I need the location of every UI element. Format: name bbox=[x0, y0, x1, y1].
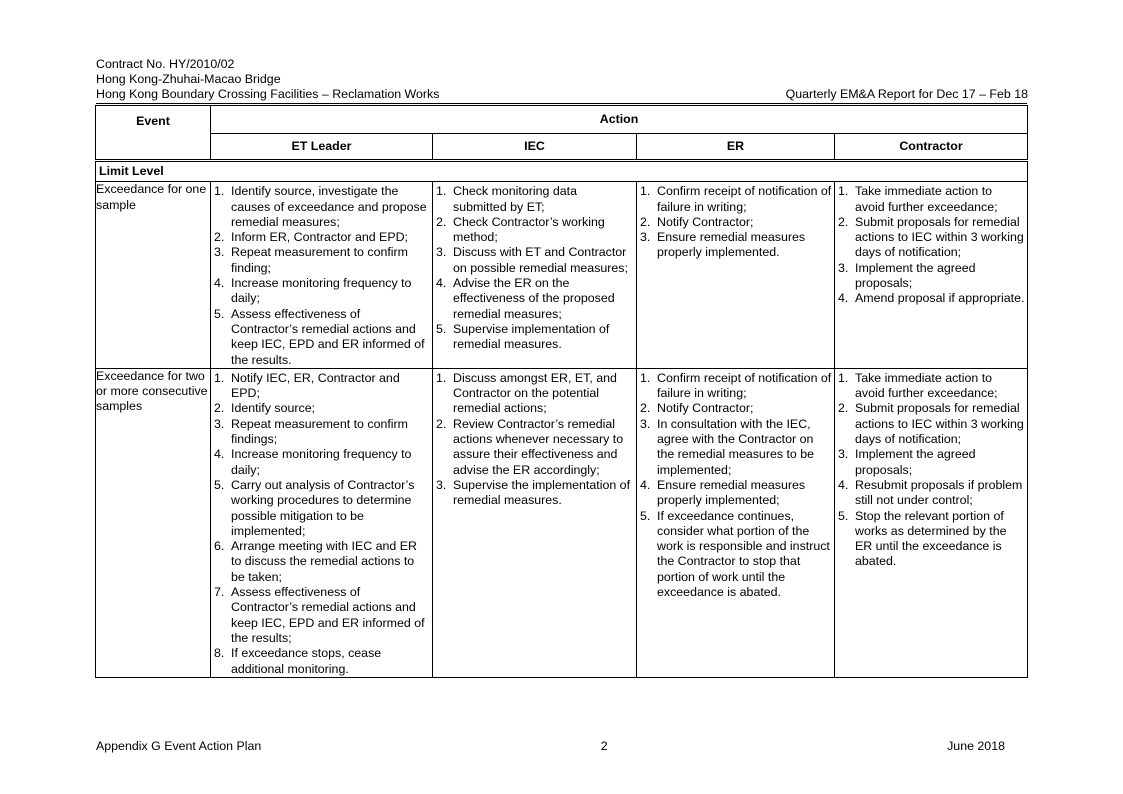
item-number: 2. bbox=[838, 401, 849, 416]
list-item bbox=[640, 401, 832, 416]
item-text: Notify Contractor; bbox=[657, 214, 754, 229]
action-list bbox=[637, 182, 834, 260]
project-name: Hong Kong-Zhuhai-Macao Bridge bbox=[96, 72, 281, 87]
item-number: 2. bbox=[640, 214, 651, 229]
item-number: 1. bbox=[214, 370, 225, 385]
item-text: Ensure remedial measures properly implemented. bbox=[657, 230, 806, 260]
item-text: Discuss with ET and Contractor on possible remedial measures; bbox=[453, 245, 628, 275]
event-cell: Exceedance for two or more consecutive samples bbox=[96, 368, 211, 677]
item-text: Carry out analysis of Contractor’s working procedures to determine possible mitigation to be implemented; bbox=[231, 477, 415, 538]
list-item bbox=[436, 245, 634, 276]
item-text: Supervise implementation of remedial measures. bbox=[453, 321, 610, 352]
item-text: In consultation with the IEC, agree with the Contractor on the remedial measures to be implemented; bbox=[657, 416, 815, 477]
item-number: 3. bbox=[838, 260, 849, 275]
list-item bbox=[838, 478, 1025, 509]
item-text: Advise the ER on the effectiveness of the proposed remedial measures; bbox=[453, 276, 615, 321]
action-cell-er bbox=[637, 182, 835, 369]
list-item bbox=[838, 215, 1025, 261]
action-list bbox=[211, 369, 432, 677]
list-item bbox=[640, 509, 832, 601]
list-item bbox=[214, 417, 430, 448]
action-cell-contractor bbox=[835, 182, 1028, 369]
item-number: 8. bbox=[214, 646, 225, 661]
action-list bbox=[637, 369, 834, 600]
list-item bbox=[436, 478, 634, 509]
item-text: If exceedance continues, consider what portion of the work is responsible and instruct the Contractor to stop that portion of work until the exceedance is abated. bbox=[657, 508, 830, 600]
item-text: Amend proposal if appropriate. bbox=[855, 291, 1025, 306]
header-row bbox=[96, 87, 1028, 102]
item-text: Inform ER, Contractor and EPD; bbox=[231, 230, 408, 245]
action-column-header: Action bbox=[211, 106, 1028, 134]
item-number: 4. bbox=[214, 276, 225, 291]
item-number: 4. bbox=[838, 291, 849, 306]
item-text: Implement the agreed proposals; bbox=[855, 260, 976, 291]
item-text: Check monitoring data submitted by ET; bbox=[453, 184, 577, 214]
section-label: Limit Level bbox=[96, 161, 1028, 182]
item-text: Review Contractor’s remedial actions whenever necessary to assure their effectiveness and advise the ER accordingly; bbox=[453, 416, 624, 477]
action-cell-er bbox=[637, 368, 835, 677]
item-text: Ensure remedial measures properly implemented; bbox=[657, 477, 806, 508]
item-text: Repeat measurement to confirm findings; bbox=[231, 416, 408, 447]
item-text: If exceedance stops, cease additional monitoring. bbox=[231, 646, 382, 676]
item-text: Implement the agreed proposals; bbox=[855, 447, 976, 477]
item-number: 5. bbox=[214, 306, 225, 321]
event-cell: Exceedance for one sample bbox=[96, 182, 211, 369]
item-number: 2. bbox=[214, 401, 225, 416]
list-item bbox=[214, 307, 430, 368]
item-text: Assess effectiveness of Contractor’s remedial actions and keep IEC, EPD and ER informed of the results; bbox=[231, 585, 425, 645]
item-text: Confirm receipt of notification of failure in writing; bbox=[657, 184, 832, 214]
table-row bbox=[96, 368, 1028, 677]
list-item bbox=[214, 585, 430, 646]
event-column-header: Event bbox=[96, 106, 211, 161]
action-list bbox=[835, 369, 1027, 570]
item-number: 1. bbox=[436, 184, 447, 199]
item-text: Notify Contractor; bbox=[657, 401, 754, 416]
item-number: 2. bbox=[214, 230, 225, 245]
item-text: Increase monitoring frequency to daily; bbox=[231, 447, 412, 477]
item-text: Resubmit proposals if problem still not under control; bbox=[855, 477, 1023, 508]
list-item bbox=[838, 371, 1025, 402]
list-item bbox=[214, 245, 430, 276]
item-number: 1. bbox=[214, 184, 225, 199]
list-item bbox=[640, 215, 832, 230]
report-title: Quarterly EM&A Report for Dec 17 – Feb 18 bbox=[785, 87, 1028, 102]
page-number: 2 bbox=[600, 739, 608, 753]
list-item bbox=[640, 417, 832, 478]
item-number: 3. bbox=[640, 230, 651, 245]
list-item bbox=[640, 478, 832, 509]
item-number: 2. bbox=[436, 416, 447, 431]
list-item bbox=[640, 184, 832, 215]
list-item bbox=[640, 371, 832, 402]
item-text: Discuss amongst ER, ET, and Contractor on the potential remedial actions; bbox=[453, 370, 617, 416]
list-item bbox=[838, 184, 1025, 215]
list-item bbox=[436, 276, 634, 322]
action-cell-et-leader bbox=[211, 368, 433, 677]
column-header-er: ER bbox=[637, 134, 835, 161]
contract-number: Contract No. HY/2010/02 bbox=[96, 57, 235, 71]
item-text: Arrange meeting with IEC and ER to discuss the remedial actions to be taken; bbox=[231, 539, 417, 584]
action-list bbox=[835, 182, 1027, 306]
footer-date: June 2018 bbox=[947, 739, 1005, 753]
action-cell-iec bbox=[433, 368, 637, 677]
item-text: Identify source; bbox=[231, 401, 316, 416]
item-text: Assess effectiveness of Contractor’s remedial actions and keep IEC, EPD and ER informed of the results. bbox=[231, 306, 425, 367]
table-row bbox=[96, 182, 1028, 369]
page-header bbox=[96, 57, 1028, 103]
item-text: Submit proposals for remedial actions to IEC within 3 working days of notification; bbox=[855, 401, 1024, 447]
action-list bbox=[433, 369, 636, 509]
item-number: 3. bbox=[436, 245, 447, 260]
item-number: 1. bbox=[640, 184, 651, 199]
list-item bbox=[214, 401, 430, 416]
item-number: 1. bbox=[838, 184, 849, 199]
list-item bbox=[838, 509, 1025, 570]
item-text: Repeat measurement to confirm finding; bbox=[231, 245, 408, 275]
item-number: 4. bbox=[838, 477, 849, 492]
column-header-iec: IEC bbox=[433, 134, 637, 161]
list-item bbox=[838, 261, 1025, 292]
item-number: 1. bbox=[436, 370, 447, 385]
list-item bbox=[214, 276, 430, 307]
list-item bbox=[436, 371, 634, 417]
item-number: 3. bbox=[436, 477, 447, 492]
list-item bbox=[214, 447, 430, 478]
column-header-et-leader: ET Leader bbox=[211, 134, 433, 161]
item-number: 6. bbox=[214, 539, 225, 554]
list-item bbox=[214, 230, 430, 245]
item-number: 5. bbox=[214, 477, 225, 492]
item-number: 4. bbox=[214, 447, 225, 462]
list-item bbox=[214, 478, 430, 539]
action-cell-iec bbox=[433, 182, 637, 369]
list-item bbox=[436, 184, 634, 215]
works-title: Hong Kong Boundary Crossing Facilities – Reclamation Works bbox=[96, 87, 440, 102]
page-footer bbox=[96, 739, 1005, 753]
item-number: 3. bbox=[640, 416, 651, 431]
item-number: 2. bbox=[436, 214, 447, 229]
action-cell-contractor bbox=[835, 368, 1028, 677]
list-item bbox=[436, 417, 634, 478]
item-number: 2. bbox=[640, 401, 651, 416]
list-item bbox=[838, 401, 1025, 447]
item-number: 5. bbox=[640, 508, 651, 523]
item-number: 3. bbox=[214, 416, 225, 431]
item-number: 5. bbox=[436, 321, 447, 336]
list-item bbox=[214, 539, 430, 585]
action-list bbox=[433, 182, 636, 352]
list-item bbox=[214, 646, 430, 677]
event-action-table bbox=[95, 105, 1028, 678]
list-item bbox=[214, 371, 430, 402]
item-number: 1. bbox=[640, 370, 651, 385]
item-number: 7. bbox=[214, 585, 225, 600]
item-text: Take immediate action to avoid further exceedance; bbox=[855, 370, 998, 401]
list-item bbox=[214, 184, 430, 230]
item-number: 2. bbox=[838, 214, 849, 229]
item-text: Supervise the implementation of remedial measures. bbox=[453, 477, 631, 508]
item-number: 3. bbox=[838, 447, 849, 462]
item-number: 5. bbox=[838, 508, 849, 523]
list-item bbox=[436, 322, 634, 353]
list-item bbox=[640, 230, 832, 261]
footer-appendix-title: Appendix G Event Action Plan bbox=[96, 739, 262, 753]
action-cell-et-leader bbox=[211, 182, 433, 369]
item-text: Take immediate action to avoid further exceedance; bbox=[855, 184, 998, 214]
item-text: Notify IEC, ER, Contractor and EPD; bbox=[231, 370, 400, 401]
list-item bbox=[838, 291, 1025, 306]
item-text: Submit proposals for remedial actions to IEC within 3 working days of notification; bbox=[855, 214, 1024, 260]
list-item bbox=[436, 215, 634, 246]
column-header-contractor: Contractor bbox=[835, 134, 1028, 161]
item-text: Confirm receipt of notification of failure in writing; bbox=[657, 370, 832, 401]
action-list bbox=[211, 182, 432, 368]
item-text: Increase monitoring frequency to daily; bbox=[231, 276, 412, 306]
item-text: Check Contractor’s working method; bbox=[453, 214, 605, 245]
item-text: Stop the relevant portion of works as determined by the ER until the exceedance is abated. bbox=[855, 508, 1007, 569]
list-item bbox=[838, 447, 1025, 478]
item-text: Identify source, investigate the causes of exceedance and propose remedial measures; bbox=[231, 184, 427, 229]
item-number: 4. bbox=[640, 477, 651, 492]
item-number: 4. bbox=[436, 276, 447, 291]
header-divider bbox=[96, 103, 1027, 104]
item-number: 3. bbox=[214, 245, 225, 260]
item-number: 1. bbox=[838, 370, 849, 385]
